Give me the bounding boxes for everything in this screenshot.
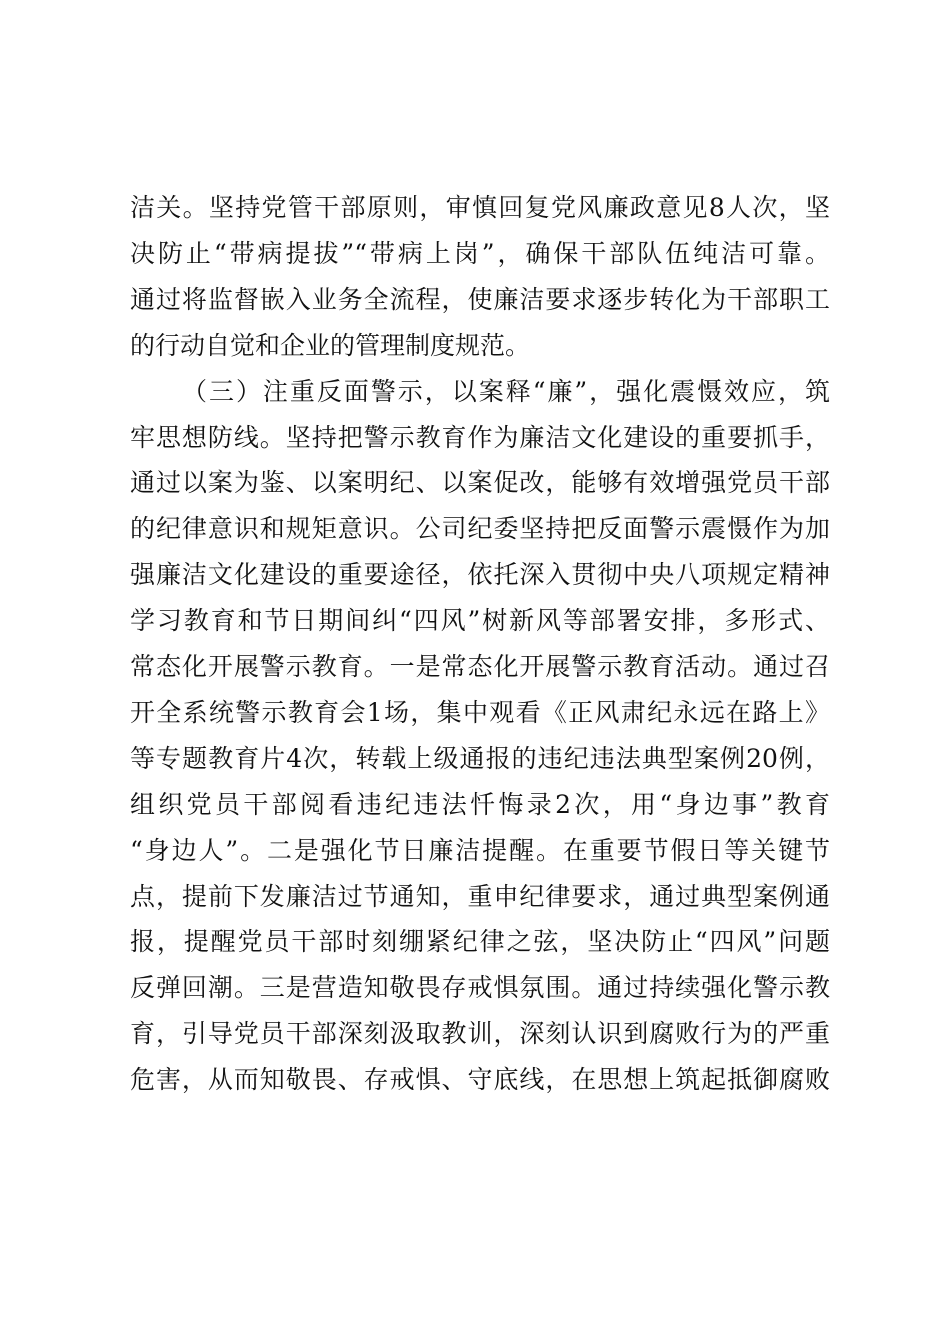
text-line: 育，引导党员干部深刻汲取教训，深刻认识到腐败行为的严重 <box>130 1019 830 1049</box>
text-line: 开全系统警示教育会1场，集中观看《正风肃纪永远在路上》 <box>130 697 830 727</box>
text-line: 反弹回潮。三是营造知敬畏存戒惧氛围。通过持续强化警示教 <box>130 973 830 1003</box>
text-line: 的行动自觉和企业的管理制度规范。 <box>130 330 531 360</box>
text-line: 的纪律意识和规矩意识。公司纪委坚持把反面警示震慑作为加 <box>130 514 830 544</box>
text-line: 报，提醒党员干部时刻绷紧纪律之弦，坚决防止“四风”问题 <box>130 927 830 957</box>
text-line: 牢思想防线。坚持把警示教育作为廉洁文化建设的重要抓手， <box>130 422 830 452</box>
text-line: 通过将监督嵌入业务全流程，使廉洁要求逐步转化为干部职工 <box>130 284 830 314</box>
text-line: 决防止“带病提拔”“带病上岗”，确保干部队伍纯洁可靠。 <box>130 238 830 268</box>
text-line: 强廉洁文化建设的重要途径，依托深入贯彻中央八项规定精神 <box>130 560 830 590</box>
text-line: 危害，从而知敬畏、存戒惧、守底线，在思想上筑起抵御腐败 <box>130 1065 830 1095</box>
text-line: 常态化开展警示教育。一是常态化开展警示教育活动。通过召 <box>130 652 830 681</box>
text-line: 洁关。坚持党管干部原则，审慎回复党风廉政意见8人次，坚 <box>130 193 830 222</box>
text-line: 点，提前下发廉洁过节通知，重申纪律要求，通过典型案例通 <box>130 881 830 911</box>
text-line: 等专题教育片4次，转载上级通报的违纪违法典型案例20例， <box>130 743 830 773</box>
text-line: “身边人”。二是强化节日廉洁提醒。在重要节假日等关键节 <box>130 835 830 865</box>
text-line: 组织党员干部阅看违纪违法忏悔录2次，用“身边事”教育 <box>130 789 830 819</box>
text-line: （三）注重反面警示，以案释“廉”，强化震慑效应，筑 <box>182 376 830 406</box>
text-line: 通过以案为鉴、以案明纪、以案促改，能够有效增强党员干部 <box>130 468 830 498</box>
text-line: 学习教育和节日期间纠“四风”树新风等部署安排，多形式、 <box>130 606 830 636</box>
